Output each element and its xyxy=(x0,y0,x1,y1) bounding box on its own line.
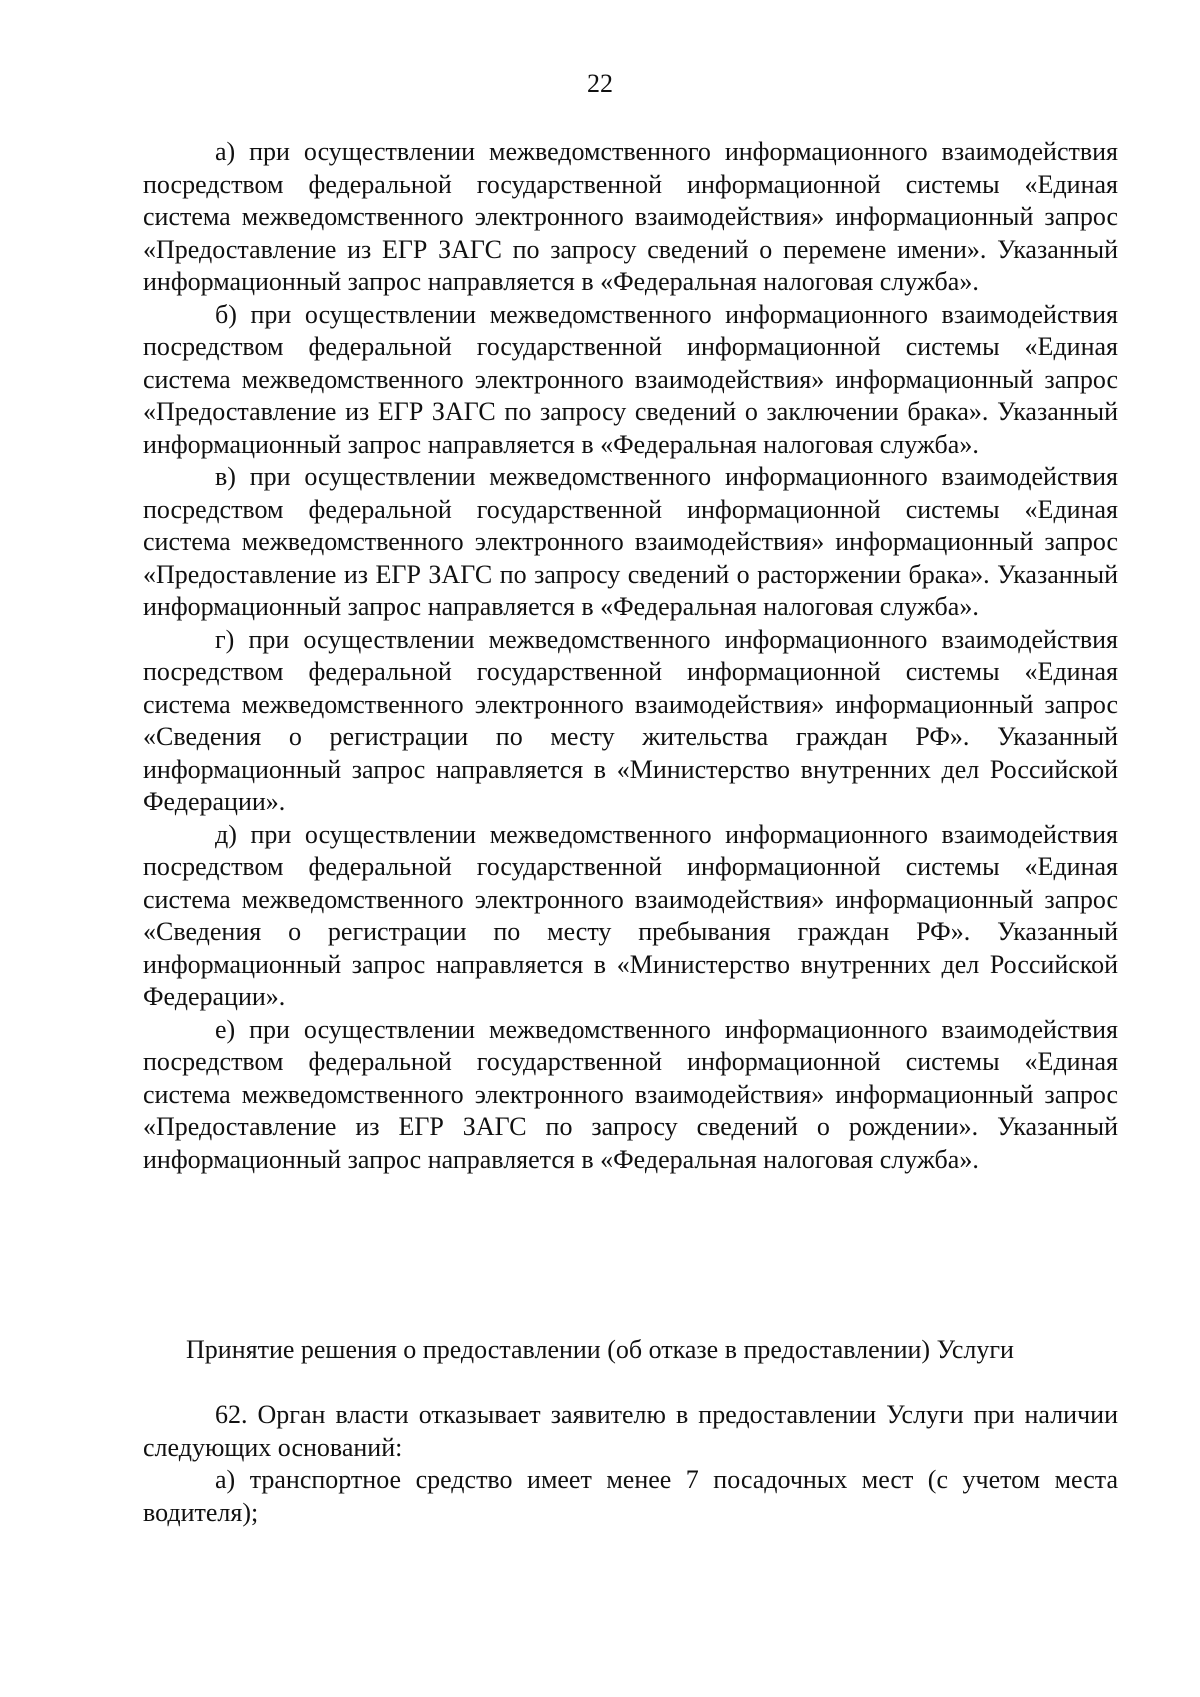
clause-b: б) при осуществлении межведомственного информационного взаимодействия посредством федеральной государственной информационной системы «Единая система межведомственного электронного взаимодействия» информационный запрос «Предоставление из ЕГР ЗАГС по запросу сведений о заключении брака». Указанный информационный запрос направляется в «Федеральная налоговая служба». xyxy=(143,299,1118,459)
clause-d: д) при осуществлении межведомственного информационного взаимодействия посредством федеральной государственной информационной системы «Единая система межведомственного электронного взаимодействия» информационный запрос «Сведения о регистрации по месту пребывания граждан РФ». Указанный информационный запрос направляется в «Министерство внутренних дел Российской Федерации». xyxy=(143,819,1118,1011)
clause-list xyxy=(143,136,1118,1176)
item-62: 62. Орган власти отказывает заявителю в предоставлении Услуги при наличии следующих оснований: xyxy=(143,1400,1118,1462)
page-number: 22 xyxy=(587,69,613,98)
clause-a: а) при осуществлении межведомственного информационного взаимодействия посредством федеральной государственной информационной системы «Единая система межведомственного электронного взаимодействия» информационный запрос «Предоставление из ЕГР ЗАГС по запросу сведений о перемене имени». Указанный информационный запрос направляется в «Федеральная налоговая служба». xyxy=(143,137,1118,296)
clause-g: г) при осуществлении межведомственного информационного взаимодействия посредством федеральной государственной информационной системы «Единая система межведомственного электронного взаимодействия» информационный запрос «Сведения о регистрации по месту жительства граждан РФ». Указанный информационный запрос направляется в «Министерство внутренних дел Российской Федерации». xyxy=(143,624,1118,816)
item-62-a: а) транспортное средство имеет менее 7 посадочных мест (с учетом места водителя); xyxy=(143,1465,1118,1527)
clause-e: е) при осуществлении межведомственного информационного взаимодействия посредством федеральной государственной информационной системы «Единая система межведомственного электронного взаимодействия» информационный запрос «Предоставление из ЕГР ЗАГС по запросу сведений о рождении». Указанный информационный запрос направляется в «Федеральная налоговая служба». xyxy=(143,1014,1118,1174)
item-62-block xyxy=(143,1399,1118,1529)
section-heading: Принятие решения о предоставлении (об отказе в предоставлении) Услуги xyxy=(186,1335,1014,1364)
clause-v: в) при осуществлении межведомственного информационного взаимодействия посредством федеральной государственной информационной системы «Единая система межведомственного электронного взаимодействия» информационный запрос «Предоставление из ЕГР ЗАГС по запросу сведений о расторжении брака». Указанный информационный запрос направляется в «Федеральная налоговая служба». xyxy=(143,462,1118,621)
